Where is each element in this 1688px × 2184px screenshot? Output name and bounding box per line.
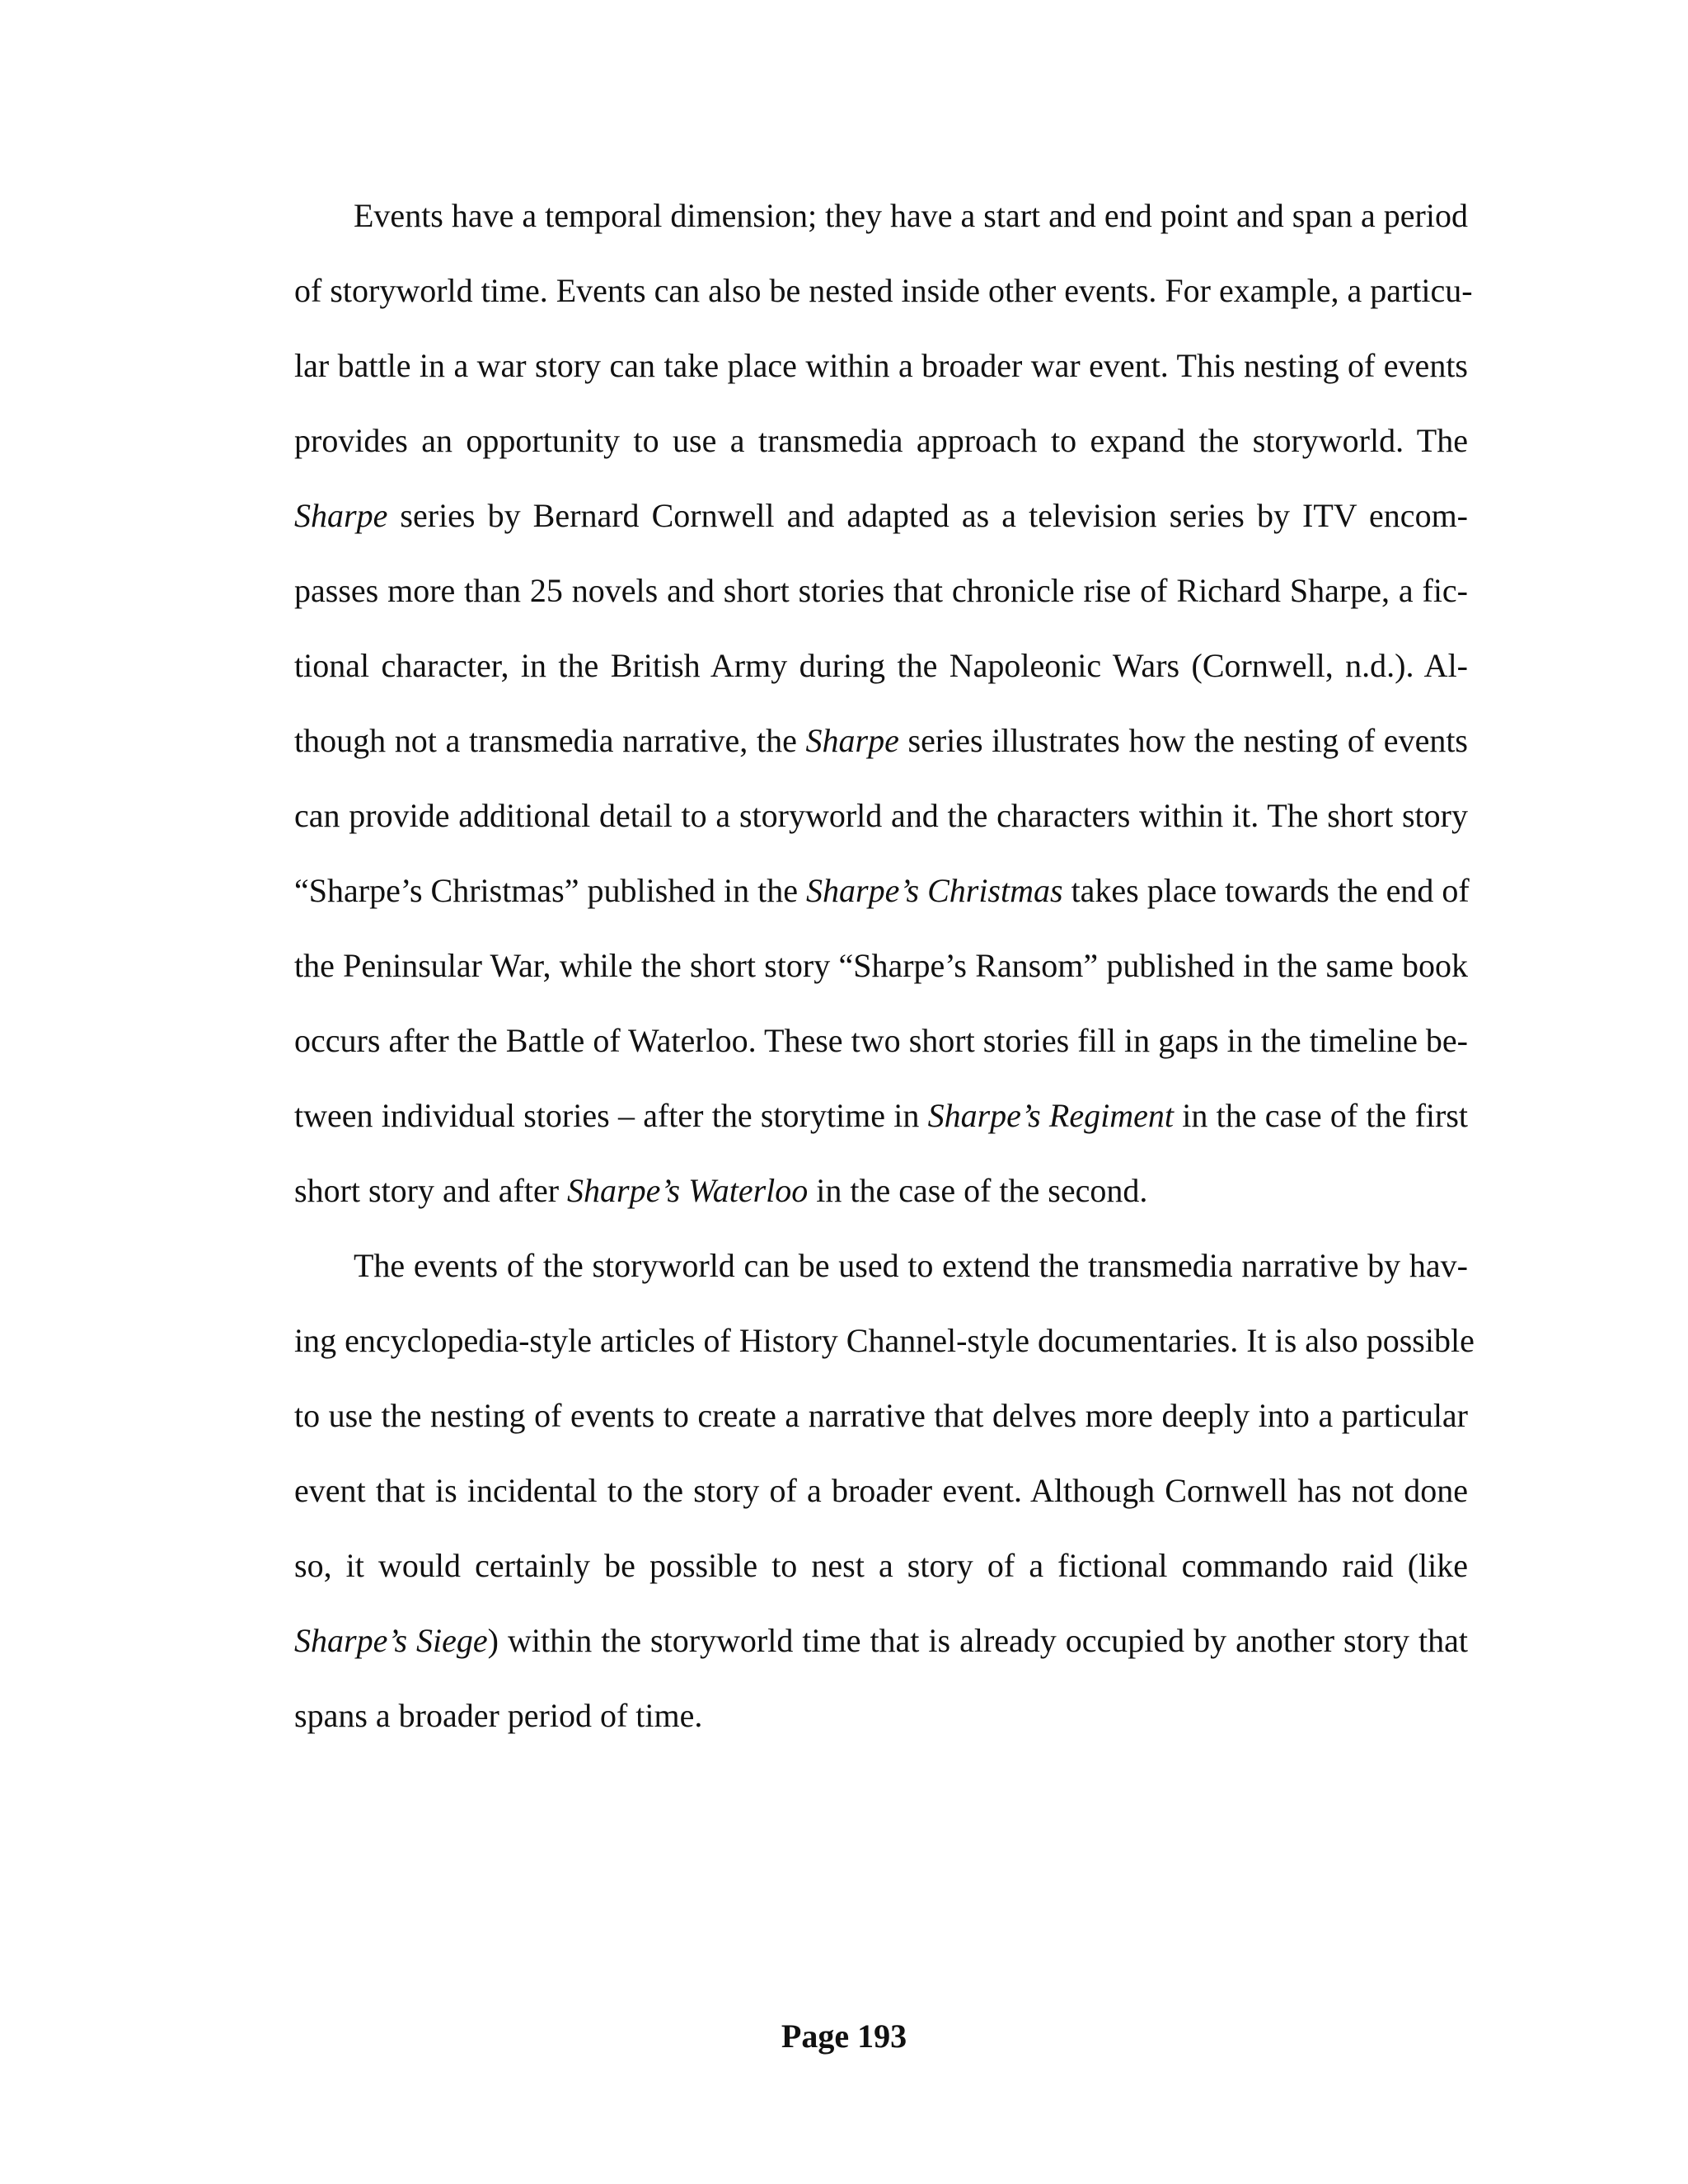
text-line: so, it would certainly be possible to nest a story of a fictional commando raid (like	[294, 1547, 1468, 1584]
text-line: tween individual stories – after the storytime in Sharpe’s Regiment in the case of the first	[294, 1097, 1469, 1134]
italic-title: Sharpe’s Regiment	[927, 1097, 1174, 1134]
text-line: Sharpe series by Bernard Cornwell and adapted as a television series by ITV encom-	[294, 497, 1468, 534]
text-line: to use the nesting of events to create a narrative that delves more deeply into a particular	[294, 1397, 1468, 1434]
text-line: The events of the storyworld can be used to extend the transmedia narrative by hav-	[354, 1247, 1468, 1284]
page-number: Page 193	[781, 2018, 907, 2055]
italic-title: Sharpe	[805, 722, 899, 759]
text-line: passes more than 25 novels and short stories that chronicle rise of Richard Sharpe, a fic-	[294, 572, 1468, 609]
text-line: occurs after the Battle of Waterloo. These two short stories fill in gaps in the timeline be-	[294, 1022, 1468, 1059]
text-line: tional character, in the British Army during the Napoleonic Wars (Cornwell, n.d.). Al-	[294, 647, 1468, 684]
text-line: the Peninsular War, while the short story “Sharpe’s Ransom” published in the same book	[294, 947, 1468, 984]
text-line: Sharpe’s Siege) within the storyworld time that is already occupied by another story that	[294, 1622, 1469, 1659]
text-line: provides an opportunity to use a transmedia approach to expand the storyworld. The	[294, 422, 1468, 459]
italic-title: Sharpe’s Waterloo	[567, 1172, 809, 1209]
text-line: short story and after Sharpe’s Waterloo in the case of the second.	[294, 1172, 1148, 1209]
text-line: “Sharpe’s Christmas” published in the Sharpe’s Christmas takes place towards the end of	[294, 872, 1470, 909]
text-line: event that is incidental to the story of a broader event. Although Cornwell has not done	[294, 1472, 1468, 1509]
text-line: can provide additional detail to a storyworld and the characters within it. The short story	[294, 797, 1468, 834]
text-line: of storyworld time. Events can also be nested inside other events. For example, a particu-	[294, 272, 1473, 309]
italic-title: Sharpe’s Siege	[294, 1622, 488, 1659]
text-line: spans a broader period of time.	[294, 1697, 703, 1734]
italic-title: Sharpe	[294, 497, 388, 534]
italic-title: Sharpe’s Christmas	[806, 872, 1063, 909]
text-line: Events have a temporal dimension; they have a start and end point and span a period	[354, 197, 1468, 234]
text-line: ing encyclopedia-style articles of History Channel-style documentaries. It is also possible	[294, 1322, 1475, 1359]
text-line: though not a transmedia narrative, the Sharpe series illustrates how the nesting of events	[294, 722, 1468, 759]
text-line: lar battle in a war story can take place within a broader war event. This nesting of events	[294, 347, 1468, 384]
